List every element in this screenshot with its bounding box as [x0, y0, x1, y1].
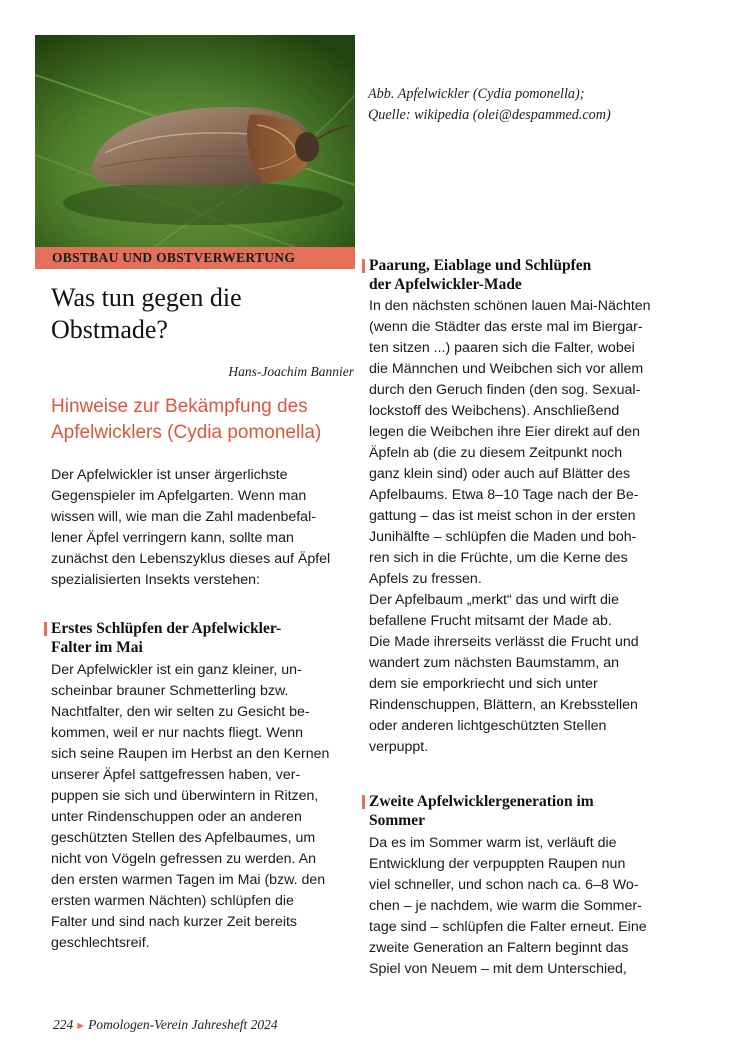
text-line: Der Apfelwickler ist unser ärgerlichste: [51, 467, 288, 483]
moth-photo: [35, 35, 355, 247]
section-body-second-generation: [369, 833, 704, 980]
text-line: spezialisierten Insekts verstehen:: [51, 572, 260, 588]
title-line: Obstmade?: [51, 315, 168, 344]
text-line: Apfels zu fressen.: [369, 571, 482, 587]
text-line: Nachtfalter, den wir selten zu Gesicht be-: [51, 704, 310, 720]
section-heading-first-hatching: [51, 619, 356, 657]
text-line: wandert zum nächsten Baumstamm, an: [369, 655, 619, 671]
heading-line: Falter im Mai: [51, 639, 143, 656]
text-line: ren sich in die Früchte, um die Kerne des: [369, 550, 628, 566]
text-line: lener Äpfel verringern kann, sollte man: [51, 530, 294, 546]
moth-illustration: [35, 35, 355, 247]
text-line: geschlechtsreif.: [51, 935, 150, 951]
text-line: geschützten Stellen des Apfelbaumes, um: [51, 830, 316, 846]
intro-paragraph: [51, 465, 356, 591]
subtitle-line: Apfelwicklers (Cydia pomonella): [51, 422, 322, 443]
text-line: die Männchen und Weibchen sich vor allem: [369, 361, 644, 377]
heading-line: Erstes Schlüpfen der Apfelwickler-: [51, 620, 282, 637]
text-line: unserer Äpfel sattgefressen haben, ver-: [51, 767, 301, 783]
heading-line: Sommer: [369, 812, 425, 829]
text-line: tage sind – schlüpfen die Falter erneut. Eine: [369, 919, 647, 935]
figure-caption: [368, 84, 698, 126]
section-heading-mating: [369, 256, 704, 294]
text-line: puppen sie sich und überwintern in Ritzen,: [51, 788, 319, 804]
text-line: (wenn die Städter das erste mal im Biergar-: [369, 319, 643, 335]
caption-line: Quelle: wikipedia (olei@despammed.com): [368, 107, 611, 123]
page-footer: [53, 1017, 278, 1033]
heading-marker: [44, 622, 47, 636]
text-line: legen die Weibchen ihre Eier direkt auf den: [369, 424, 641, 440]
heading-line: der Apfelwickler-Made: [369, 276, 522, 293]
category-banner: [35, 247, 355, 269]
text-line: verpuppt.: [369, 739, 429, 755]
subtitle-line: Hinweise zur Bekämpfung des: [51, 396, 308, 417]
text-line: Spiel von Neuem – mit dem Unterschied,: [369, 961, 627, 977]
footer-arrow-icon: ►: [75, 1020, 87, 1032]
text-line: dem sie emporkriecht und sich unter: [369, 676, 598, 692]
text-line: zunächst den Lebenszyklus dieses auf Äpfel: [51, 551, 331, 567]
text-line: Rindenschuppen, Blättern, an Krebsstellen: [369, 697, 638, 713]
text-line: oder anderen lichtgeschützten Stellen: [369, 718, 607, 734]
text-line: kommen, weil er nur nachts fliegt. Wenn: [51, 725, 304, 741]
text-line: Äpfeln ab (die zu diesem Zeitpunkt noch: [369, 445, 623, 461]
text-line: chen – je nachdem, wie warm die Sommer-: [369, 898, 642, 914]
heading-marker: [362, 795, 365, 809]
category-label: OBSTBAU UND OBSTVERWERTUNG: [52, 250, 296, 265]
text-line: ten sitzen ...) paaren sich die Falter, wobei: [369, 340, 635, 356]
text-line: Junihälfte – schlüpfen die Maden und boh-: [369, 529, 637, 545]
text-line: unter Rindenschuppen oder an anderen: [51, 809, 302, 825]
title-line: Was tun gegen die: [51, 283, 242, 312]
text-line: befallene Frucht mitsamt der Made ab.: [369, 613, 612, 629]
text-line: Der Apfelwickler ist ein ganz kleiner, un-: [51, 662, 302, 678]
text-line: Die Made ihrerseits verlässt die Frucht und: [369, 634, 639, 650]
text-line: durch den Geruch finden (den sog. Sexual-: [369, 382, 641, 398]
text-line: Entwicklung der verpuppten Raupen nun: [369, 856, 626, 872]
text-line: gattung – das ist meist schon in der ersten: [369, 508, 636, 524]
heading-line: Zweite Apfelwicklergeneration im: [369, 793, 594, 810]
author-byline: Hans-Joachim Bannier: [228, 364, 354, 379]
text-line: den ersten warmen Tagen im Mai (bzw. den: [51, 872, 326, 888]
text-line: Falter und sind nach kurzer Zeit bereits: [51, 914, 298, 930]
caption-line: Abb. Apfelwickler (Cydia pomonella);: [368, 86, 585, 102]
text-line: viel schneller, und schon nach ca. 6–8 Wo-: [369, 877, 639, 893]
text-line: sich seine Raupen im Herbst an den Kernen: [51, 746, 330, 762]
text-line: Gegenspieler im Apfelgarten. Wenn man: [51, 488, 307, 504]
article-subtitle: [51, 394, 361, 446]
text-line: ganz klein sind) oder auch auf Blätter des: [369, 466, 631, 482]
article-title: [51, 282, 351, 346]
text-line: ersten warmen Nächten) schlüpfen die: [51, 893, 294, 909]
text-line: nicht von Vögeln gefressen zu werden. An: [51, 851, 317, 867]
text-line: Apfelbaums. Etwa 8–10 Tage nach der Be-: [369, 487, 639, 503]
text-line: Da es im Sommer warm ist, verläuft die: [369, 835, 617, 851]
page-number: 224: [53, 1017, 74, 1032]
text-line: zweite Generation an Faltern beginnt das: [369, 940, 629, 956]
text-line: In den nächsten schönen lauen Mai-Nächten: [369, 298, 651, 314]
publication-name: Pomologen-Verein Jahresheft 2024: [88, 1017, 278, 1032]
heading-marker: [362, 259, 365, 273]
section-heading-second-generation: [369, 792, 704, 830]
text-line: Der Apfelbaum „merkt“ das und wirft die: [369, 592, 619, 608]
heading-line: Paarung, Eiablage und Schlüpfen: [369, 257, 592, 274]
section-body-first-hatching: [51, 660, 356, 954]
text-line: scheinbar brauner Schmetterling bzw.: [51, 683, 289, 699]
text-line: wissen will, wie man die Zahl madenbefal-: [51, 509, 316, 525]
text-line: lockstoff des Weibchens). Anschließend: [369, 403, 620, 419]
section-body-mating: [369, 296, 704, 758]
